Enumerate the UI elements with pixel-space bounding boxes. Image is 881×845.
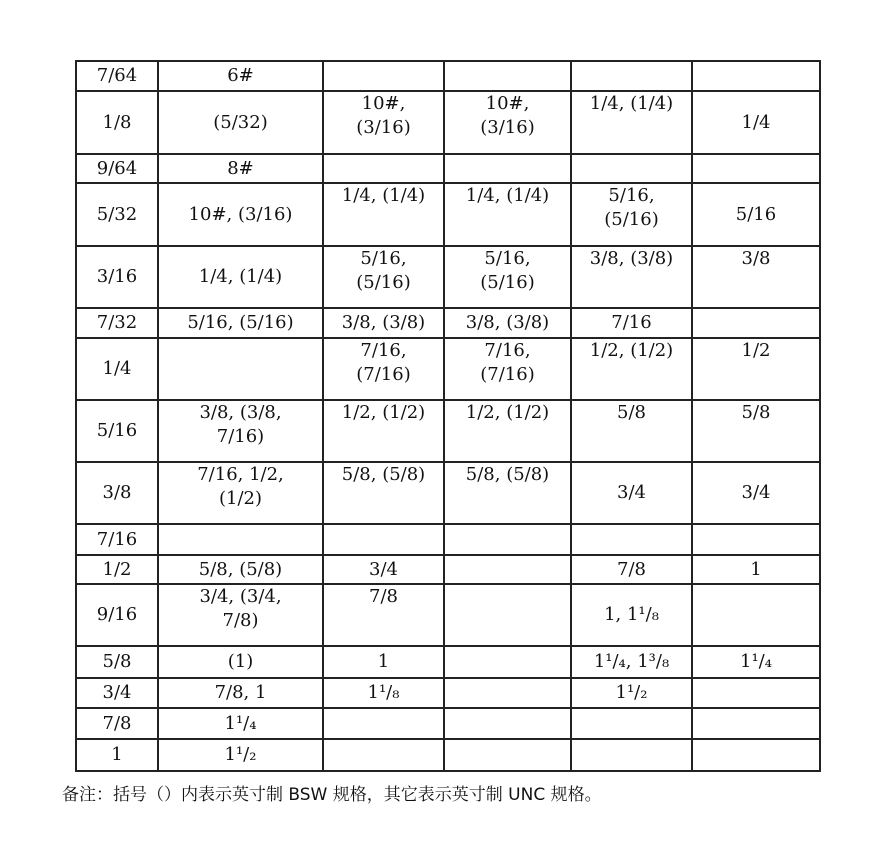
spec-cell: 5/16, (5/16) <box>444 246 571 308</box>
size-cell: 1/8 <box>76 91 158 154</box>
spec-cell: 5/8, (5/8) <box>444 462 571 524</box>
spec-cell: 5/8 <box>692 400 820 462</box>
spec-cell: 8# <box>158 154 323 183</box>
spec-cell: 10#, (3/16) <box>158 183 323 246</box>
spec-cell <box>323 708 444 739</box>
spec-cell: (1) <box>158 646 323 678</box>
spec-cell <box>323 154 444 183</box>
table-row <box>76 462 820 524</box>
spec-cell: 1/4, (1/4) <box>571 91 692 154</box>
spec-cell <box>158 338 323 400</box>
size-cell: 5/8 <box>76 646 158 678</box>
spec-cell <box>444 708 571 739</box>
spec-cell <box>323 524 444 555</box>
table-row <box>76 183 820 246</box>
size-cell: 7/16 <box>76 524 158 555</box>
spec-cell <box>692 154 820 183</box>
spec-cell: 5/8, (5/8) <box>158 555 323 584</box>
spec-cell: 1/4, (1/4) <box>444 183 571 246</box>
table-row <box>76 739 820 771</box>
spec-cell: 1/4, (1/4) <box>158 246 323 308</box>
size-cell: 3/16 <box>76 246 158 308</box>
spec-cell: 7/16, 1/2, (1/2) <box>158 462 323 524</box>
spec-cell <box>692 524 820 555</box>
spec-cell: 5/8 <box>571 400 692 462</box>
spec-cell: 1¹/₈ <box>323 678 444 708</box>
spec-cell: 3/4 <box>692 462 820 524</box>
spec-cell: 3/8, (3/8) <box>323 308 444 338</box>
size-cell: 1/2 <box>76 555 158 584</box>
spec-cell: 3/4 <box>571 462 692 524</box>
spec-cell: 1¹/₄ <box>158 708 323 739</box>
spec-cell: 1/2, (1/2) <box>444 400 571 462</box>
spec-cell <box>444 584 571 646</box>
spec-cell: 10#, (3/16) <box>323 91 444 154</box>
spec-cell: 7/8, 1 <box>158 678 323 708</box>
size-cell: 5/16 <box>76 400 158 462</box>
spec-cell: 5/16, (5/16) <box>571 183 692 246</box>
table-row <box>76 678 820 708</box>
spec-cell: 3/4 <box>323 555 444 584</box>
spec-cell: 10#, (3/16) <box>444 91 571 154</box>
table-row <box>76 400 820 462</box>
spec-cell: 7/16 <box>571 308 692 338</box>
spec-cell <box>571 61 692 91</box>
footnote: 备注：括号（）内表示英寸制 BSW 规格，其它表示英寸制 UNC 规格。 <box>62 785 602 805</box>
spec-cell <box>571 154 692 183</box>
spec-cell: 3/4, (3/4, 7/8) <box>158 584 323 646</box>
spec-cell <box>571 708 692 739</box>
spec-cell <box>692 584 820 646</box>
spec-cell <box>323 61 444 91</box>
size-cell: 3/8 <box>76 462 158 524</box>
spec-cell: 5/8, (5/8) <box>323 462 444 524</box>
table-row <box>76 708 820 739</box>
spec-cell: 3/8, (3/8) <box>444 308 571 338</box>
size-cell: 7/64 <box>76 61 158 91</box>
spec-cell <box>444 154 571 183</box>
spec-cell: 3/8, (3/8) <box>571 246 692 308</box>
spec-cell: 1/2, (1/2) <box>323 400 444 462</box>
spec-cell: 1/2 <box>692 338 820 400</box>
table-row <box>76 338 820 400</box>
spec-cell <box>692 739 820 771</box>
size-cell: 7/8 <box>76 708 158 739</box>
size-cell: 3/4 <box>76 678 158 708</box>
spec-cell <box>158 524 323 555</box>
spec-cell: 5/16 <box>692 183 820 246</box>
size-cell: 1 <box>76 739 158 771</box>
spec-cell: 6# <box>158 61 323 91</box>
table-row <box>76 61 820 91</box>
spec-cell: 1, 1¹/₈ <box>571 584 692 646</box>
spec-cell: 7/8 <box>571 555 692 584</box>
table-row <box>76 646 820 678</box>
table-row <box>76 91 820 154</box>
thread-size-table <box>75 60 821 772</box>
size-cell: 5/32 <box>76 183 158 246</box>
spec-cell <box>571 739 692 771</box>
spec-cell: 1¹/₄, 1³/₈ <box>571 646 692 678</box>
spec-cell <box>444 678 571 708</box>
spec-cell <box>571 524 692 555</box>
spec-cell: 1/4 <box>692 91 820 154</box>
table-row <box>76 246 820 308</box>
spec-cell <box>444 61 571 91</box>
table-row <box>76 555 820 584</box>
spec-cell: 1¹/₄ <box>692 646 820 678</box>
spec-cell: 5/16, (5/16) <box>323 246 444 308</box>
spec-cell <box>444 524 571 555</box>
spec-cell: 1/2, (1/2) <box>571 338 692 400</box>
table-body <box>76 61 820 771</box>
spec-cell: 7/16, (7/16) <box>444 338 571 400</box>
spec-cell <box>692 308 820 338</box>
spec-cell: 7/16, (7/16) <box>323 338 444 400</box>
spec-cell <box>323 739 444 771</box>
spec-cell: 1 <box>323 646 444 678</box>
spec-cell: 1 <box>692 555 820 584</box>
table-row <box>76 524 820 555</box>
spec-cell: 3/8 <box>692 246 820 308</box>
spec-cell: 1/4, (1/4) <box>323 183 444 246</box>
table-row <box>76 308 820 338</box>
spec-cell: 5/16, (5/16) <box>158 308 323 338</box>
spec-cell <box>692 678 820 708</box>
spec-cell <box>692 61 820 91</box>
size-cell: 1/4 <box>76 338 158 400</box>
spec-cell: 1¹/₂ <box>158 739 323 771</box>
size-cell: 9/16 <box>76 584 158 646</box>
table-row <box>76 154 820 183</box>
spec-cell <box>444 739 571 771</box>
table-row <box>76 584 820 646</box>
spec-cell: 3/8, (3/8, 7/16) <box>158 400 323 462</box>
spec-cell: 1¹/₂ <box>571 678 692 708</box>
spec-cell: 7/8 <box>323 584 444 646</box>
spec-cell <box>692 708 820 739</box>
size-cell: 9/64 <box>76 154 158 183</box>
spec-cell: (5/32) <box>158 91 323 154</box>
spec-cell <box>444 555 571 584</box>
size-cell: 7/32 <box>76 308 158 338</box>
spec-cell <box>444 646 571 678</box>
